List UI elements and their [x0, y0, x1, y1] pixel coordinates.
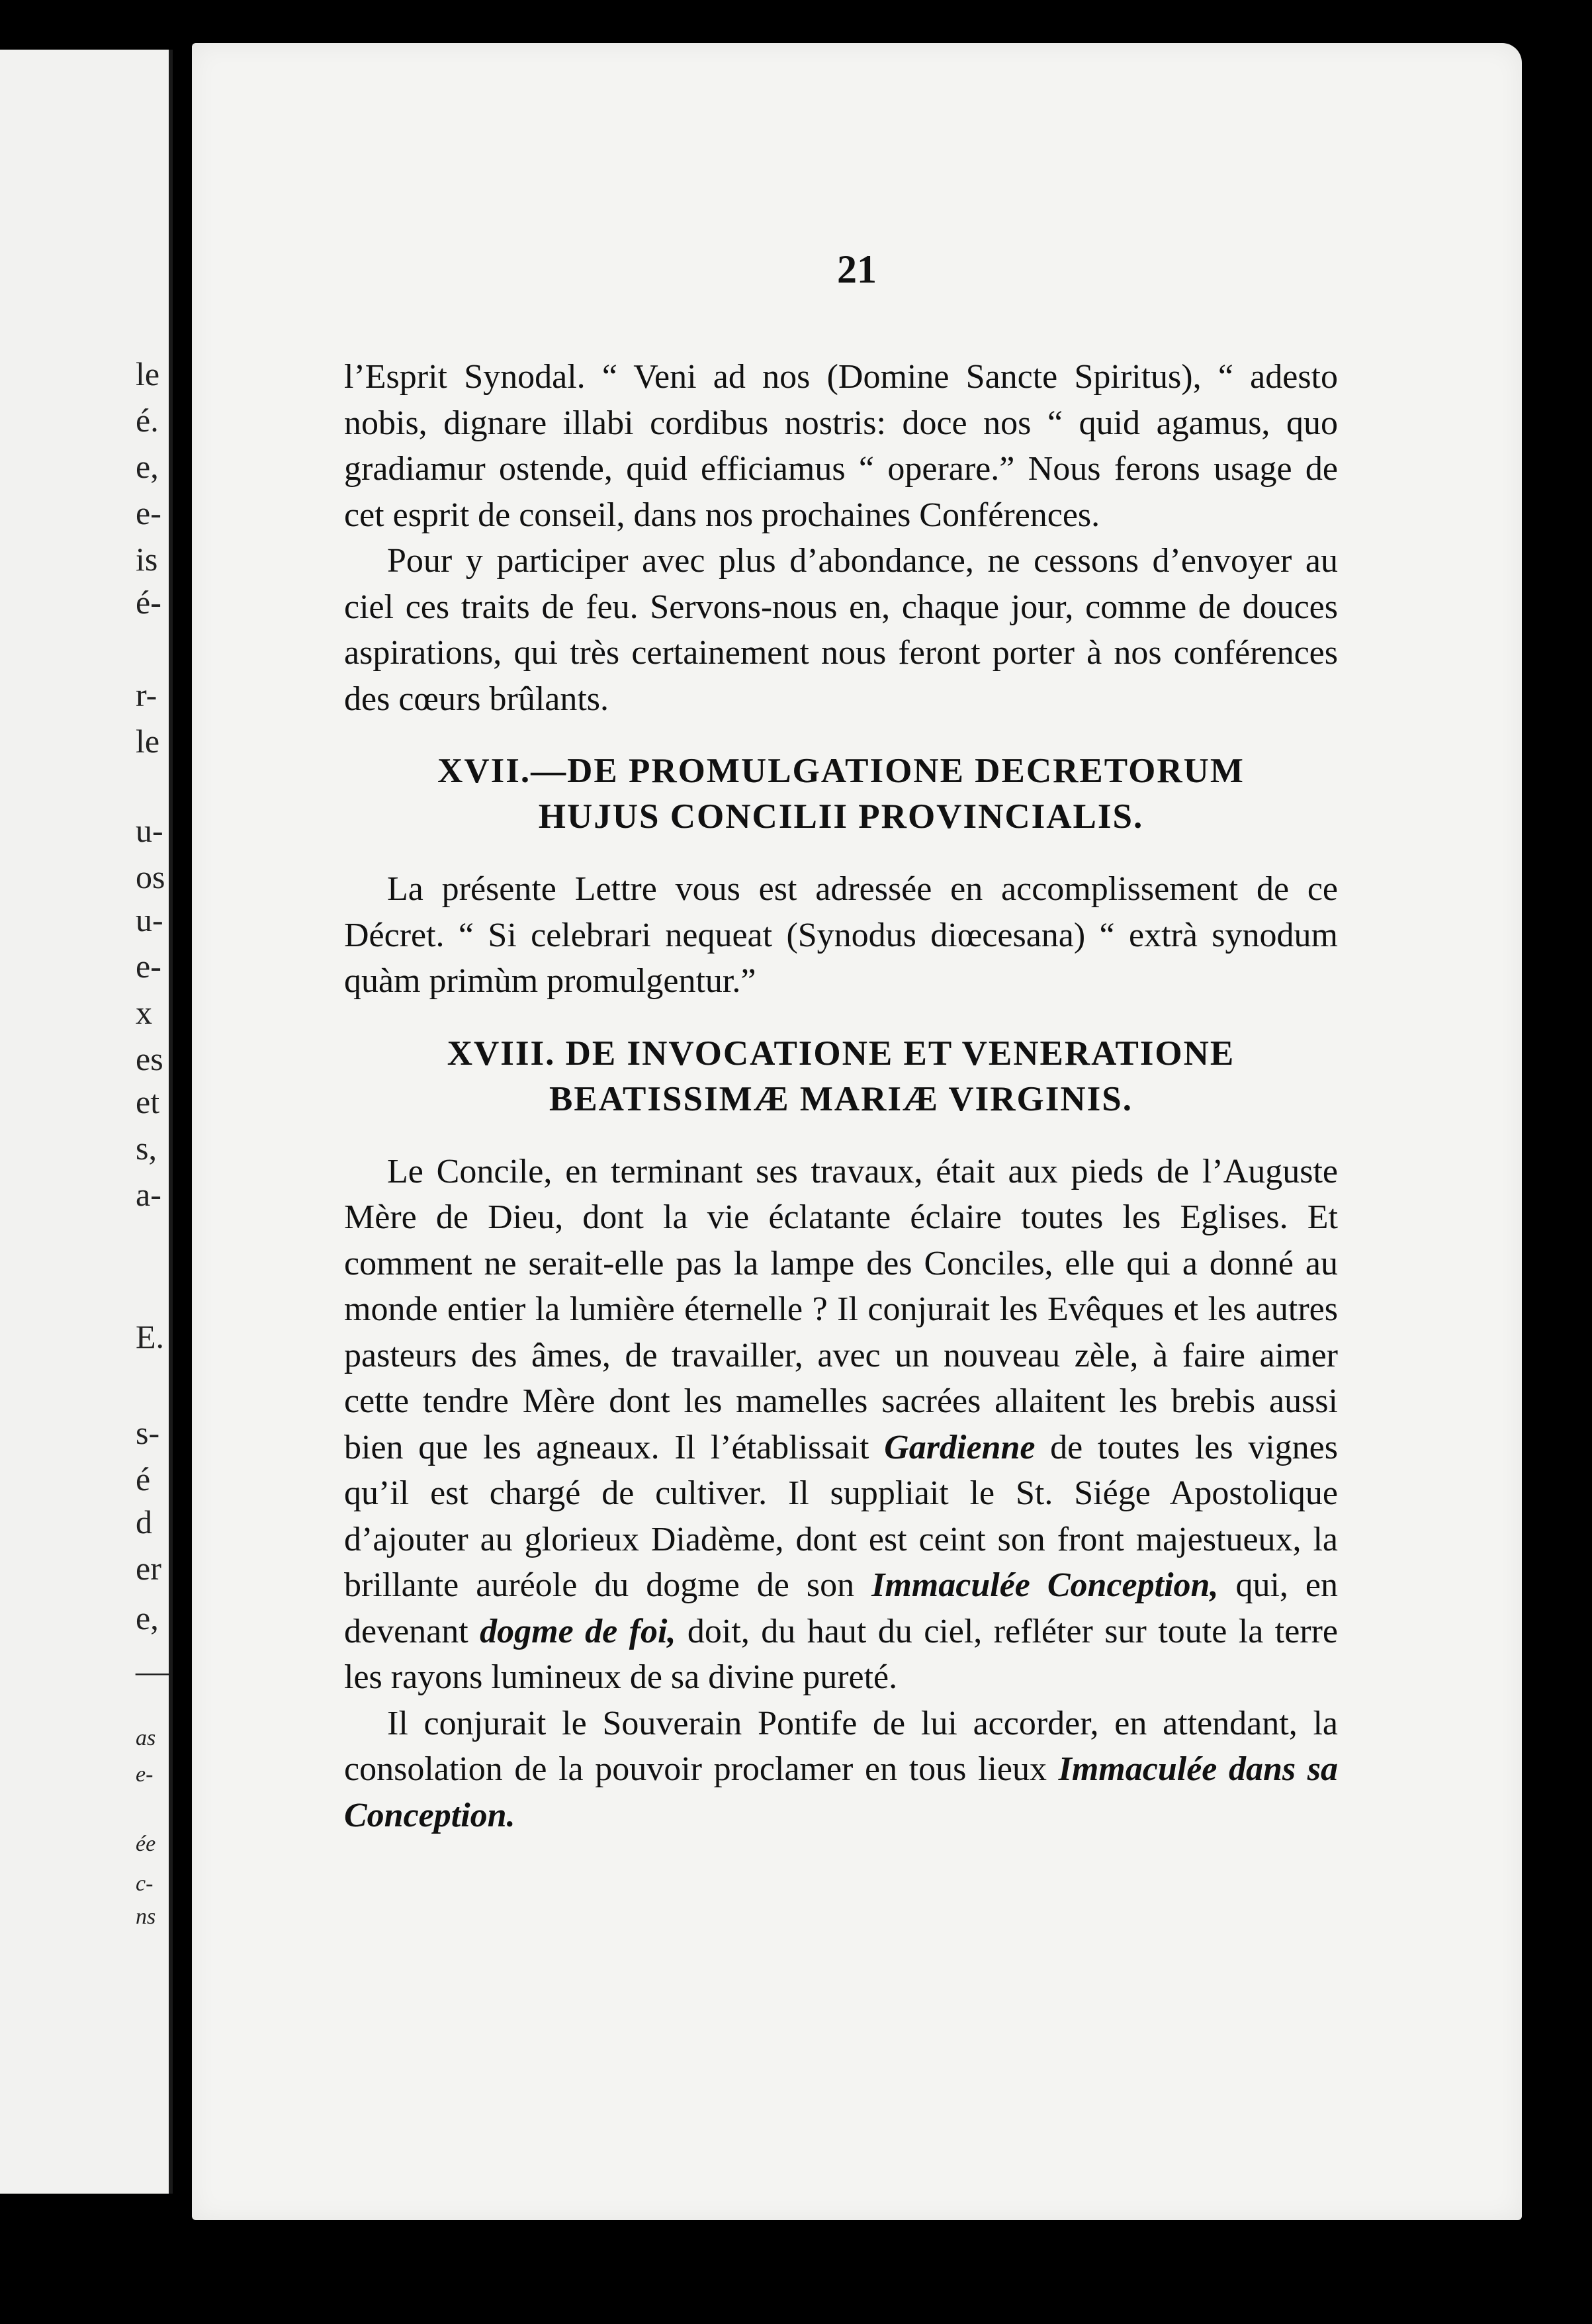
- inline-text: doit, du haut du ciel, refléter sur toute la terre les rayons lumineux de sa divine pureté.: [344, 1612, 1338, 1696]
- left-page-fragment: e-: [136, 494, 161, 531]
- left-page-fragment: s,: [136, 1130, 157, 1167]
- left-page-fragment: —: [136, 1652, 169, 1689]
- page-text: [344, 354, 1338, 1838]
- left-page-fragment: e-: [136, 948, 161, 985]
- left-page-fragment: er: [136, 1550, 161, 1587]
- left-page-fragment: d: [136, 1503, 152, 1541]
- left-page-fragment: le: [136, 355, 160, 392]
- left-page-fragment: u-: [136, 901, 163, 938]
- heading-line: XVIII. DE INVOCATIONE ET VENERATIONE: [447, 1034, 1235, 1073]
- left-page-fragment: é: [136, 1460, 151, 1497]
- heading-line: HUJUS CONCILII PROVINCIALIS.: [538, 797, 1144, 836]
- left-page-fragment: ns: [136, 1904, 156, 1929]
- left-page-fragment: os: [136, 858, 165, 895]
- left-page-fragment: E.: [136, 1318, 165, 1355]
- left-page-fragment: c-: [136, 1871, 154, 1896]
- page-number: 21: [837, 247, 877, 291]
- left-page-fragment: is: [136, 541, 158, 578]
- left-page-fragment: ée: [136, 1832, 156, 1856]
- left-page-fragment: x: [136, 994, 152, 1031]
- left-page-fragment: a-: [136, 1176, 161, 1213]
- inline-italic: dogme de foi,: [480, 1612, 676, 1650]
- left-page-fragment: s-: [136, 1414, 160, 1451]
- paragraph-esprit-synodal: l’Esprit Synodal. “ Veni ad nos (Domine Sancte Spiritus), “ adesto nobis, dignare illabi cordibus nostris: doce nos “ quid agamus, quo gradiamur ostende, quid efficiamus “ operare.” Nous ferons usage de cet esprit de conseil, dans nos prochaines Conférences.: [344, 358, 1338, 534]
- inline-italic: Immaculée Conception,: [871, 1566, 1219, 1604]
- left-page-fragment: u-: [136, 812, 163, 849]
- heading-line: BEATISSIMÆ MARIÆ VIRGINIS.: [549, 1079, 1133, 1118]
- left-page-fragment: é-: [136, 584, 161, 621]
- paragraph-concile-start: Le Concile, en terminant ses travaux, était aux pieds de l’Auguste Mère de Dieu, dont la vie éclatante éclaire toutes les Eglises. Et comment ne serait-elle pas la lampe des Conciles, elle qui a donné au monde entier la lumière éternelle ? Il conjurait les Evêques et les autres pasteurs des âmes, de travailler, avec un nouveau zèle, à faire aimer cette tendre Mère dont les mamelles sacrées allaitent les brebis aussi bien que les agneaux. Il l’établissait: [344, 1152, 1338, 1466]
- book-page: [192, 43, 1522, 2220]
- paragraph-concile-cont: [344, 1429, 1338, 1697]
- left-page-fragment: as: [136, 1726, 156, 1750]
- left-page-fragment: le: [136, 723, 160, 760]
- left-page-fragment: e-: [136, 1762, 154, 1787]
- left-page-fragment: e,: [136, 1599, 159, 1636]
- inline-text: de toutes les vignes qu’il est chargé de cultiver. Il suppliait le St. Siége Apostolique d’ajouter au glorieux Diadème, dont est ceint son front majestueux, la brillante auréole du dogme de son: [344, 1428, 1339, 1604]
- left-page-fragment: e,: [136, 448, 159, 485]
- left-page-fragment: es: [136, 1040, 163, 1077]
- left-page-fragment: et: [136, 1083, 160, 1120]
- paragraph-concile: [344, 1149, 1338, 1701]
- paragraph-presente-lettre: La présente Lettre vous est adressée en accomplissement de ce Décret. “ Si celebrari nequeat (Synodus diœcesana) “ extrà synodum quàm primùm promulgentur.”: [344, 870, 1338, 1000]
- left-page-fragment: é.: [136, 402, 159, 439]
- section-heading-xvii: [344, 748, 1338, 840]
- left-page-fragment: r-: [136, 676, 157, 713]
- inline-text: qui, en devenant: [344, 1566, 1338, 1650]
- heading-line: XVII.—DE PROMULGATIONE DECRETORUM: [437, 752, 1245, 790]
- paragraph-conjurait: [344, 1701, 1338, 1839]
- paragraph-conjurait-text: Il conjurait le Souverain Pontife de lui accorder, en attendant, la consolation de la pouvoir proclamer en tous lieux: [344, 1704, 1338, 1788]
- paragraph-participer: Pour y participer avec plus d’abondance, ne cessons d’envoyer au ciel ces traits de feu. Servons-nous en, chaque jour, comme de douces aspirations, qui très certainement nous feront porter à nos conférences des cœurs brûlants.: [344, 542, 1338, 718]
- closing-italic-line: Immaculée dans sa Conception.: [344, 1750, 1338, 1834]
- section-heading-xviii: [344, 1031, 1338, 1122]
- inline-italic: Gardienne: [884, 1428, 1036, 1466]
